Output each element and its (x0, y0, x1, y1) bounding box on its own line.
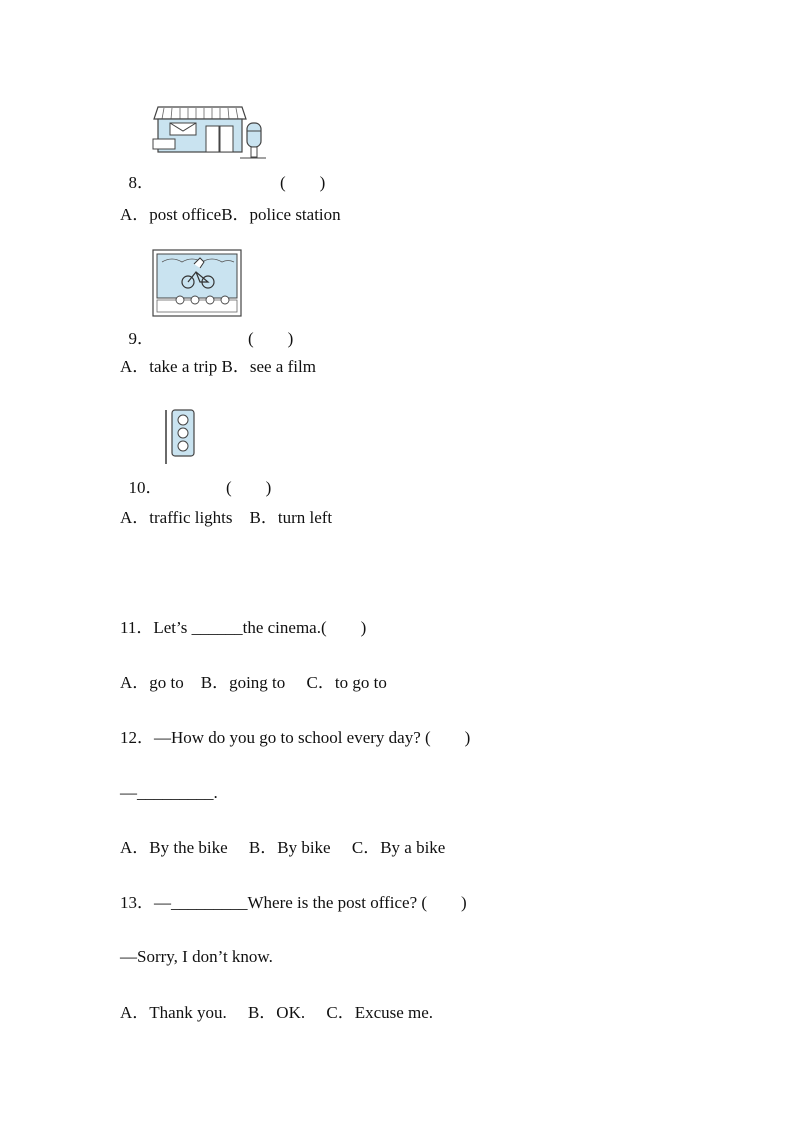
question-12-text: 12．—How do you go to school every day? ( ) (120, 728, 471, 747)
traffic-lights-image (163, 408, 197, 466)
question-10-options: A．traffic lights B．turn left (120, 508, 333, 527)
question-9-answer-parens: ( ) (248, 329, 294, 348)
question-8-options: A．post officeB．police station (120, 205, 341, 224)
question-10-answer-parens: ( ) (226, 478, 272, 497)
question-8-row (120, 153, 326, 193)
question-8-number: 8． (128, 173, 154, 192)
question-9-row (120, 309, 294, 349)
question-12-answer-line: —_________. (120, 783, 218, 802)
question-13-answer-line: —Sorry, I don’t know. (120, 947, 273, 966)
question-12-options: A．By the bike B．By bike C．By a bike (120, 838, 446, 857)
question-9-options: A．take a trip B．see a film (120, 357, 316, 376)
question-13-text: 13．—_________Where is the post office? ( ) (120, 893, 467, 912)
question-10-row (120, 458, 272, 498)
question-9-number: 9． (128, 329, 154, 348)
post-office-image (150, 105, 270, 161)
bike-trip-image (150, 248, 245, 320)
question-8-answer-parens: ( ) (280, 173, 326, 192)
question-11-text: 11．Let’s ______the cinema.( ) (120, 618, 367, 637)
question-10-number: 10． (128, 478, 163, 497)
question-13-options: A．Thank you. B．OK. C．Excuse me. (120, 1003, 434, 1022)
question-11-options: A．go to B．going to C．to go to (120, 673, 387, 692)
